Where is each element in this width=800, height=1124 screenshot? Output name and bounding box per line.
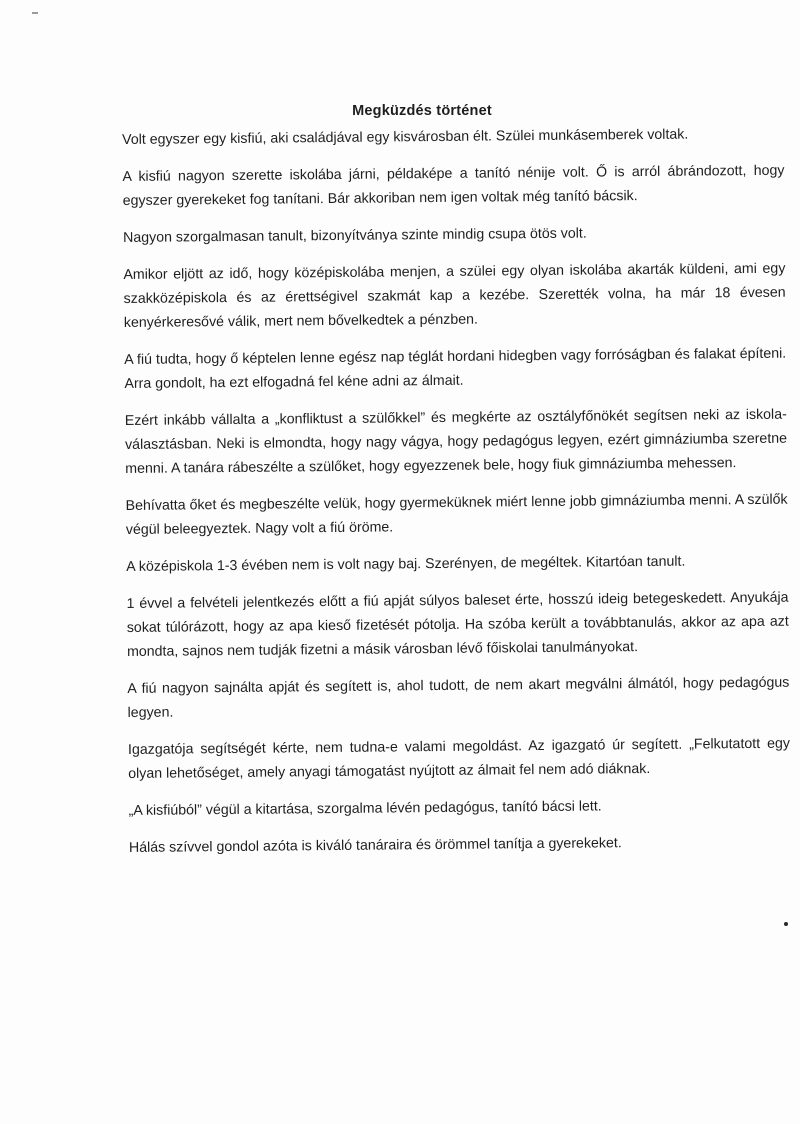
- paragraph-11: Igazgatója segítségét kérte, nem tudna-e valami megoldást. Az igazgató úr segített. „Felkutatott egy olyan lehetőséget, amely anyagi támogatást nyújtott az álmait fel nem adó diáknak.: [127, 735, 791, 782]
- paragraph-5: A fiú tudta, hogy ő képtelen lenne egész nap téglát hordani hidegben vagy forróságban és falakat építeni. Arra gondolt, ha ezt elfogadná fel kéne adni az álmait.: [124, 345, 787, 392]
- paragraph-6: Ezért inkább vállalta a „konfliktust a szülőkkel” és megkérte az osztályfőnökét segítsen neki az iskola- választásban. Neki is elmondta, hogy nagy vágya, hogy pedagógus legyen, ezért gimnáziumba szeretne menni. A tanára rábeszélte a szülőket, hogy egyezzenek bele, hogy fiuk gimnáziumba mehessen.: [124, 406, 788, 477]
- scan-artifact-mark: [32, 12, 38, 14]
- paragraph-2: A kisfiú nagyon szerette iskolába járni, példaképe a tanító nénije volt. Ő is arról ábrándozott, hogy egyszer gyerekeket fog tanítani. Bár akkoriban nem igen voltak még tanító bácsik.: [122, 162, 785, 209]
- document-title: Megküzdés történet: [352, 103, 492, 119]
- paragraph-4: Amikor eljött az idő, hogy középiskolába menjen, a szülei egy olyan iskolába akarták küldeni, ami egy szakközépiskola és az érettségivel szakmát kap a kezébe. Szerették volna, ha már 18 évesen kenyérkeresővé válik, mert nem bővelkedtek a pénzben.: [123, 260, 786, 331]
- paragraph-9: 1 évvel a felvételi jelentkezés előtt a fiú apját súlyos baleset érte, hosszú ideig betegeskedett. Anyukája sokat túlórázott, hogy az apa kieső fizetését pótolja. Ha szóba került a továbbtanulás, akkor az apa azt mondta, sajnos nem tudják fizetni a másik városban lévő főiskolai tanulmányokat.: [126, 589, 789, 660]
- paragraph-8: A középiskola 1-3 évében nem is volt nagy baj. Szerényen, de megéltek. Kitartóan tanult.: [126, 553, 686, 575]
- paragraph-7: Behívatta őket és megbeszélte velük, hogy gyermeküknek miért lenne jobb gimnáziumba menni. A szülők végül beleegyeztek. Nagy volt a fiú öröme.: [125, 491, 788, 538]
- scan-artifact-dot: [784, 922, 788, 926]
- paragraph-3: Nagyon szorgalmasan tanult, bizonyítványa szinte mindig csupa ötös volt.: [122, 225, 587, 246]
- paragraph-13: Hálás szívvel gondol azóta is kiváló tanáraira és örömmel tanítja a gyerekeket.: [128, 835, 622, 856]
- paragraph-12: „A kisfiúból” végül a kitartása, szorgalma lévén pedagógus, tanító bácsi lett.: [128, 798, 602, 819]
- document-body: [122, 122, 791, 873]
- paragraph-10: A fiú nagyon sajnálta apját és segített is, ahol tudott, de nem akart megválni álmától, hogy pedagógus legyen.: [127, 674, 790, 721]
- paragraph-1: Volt egyszer egy kisfiú, aki családjával egy kisvárosban élt. Szülei munkásemberek voltak.: [122, 126, 689, 148]
